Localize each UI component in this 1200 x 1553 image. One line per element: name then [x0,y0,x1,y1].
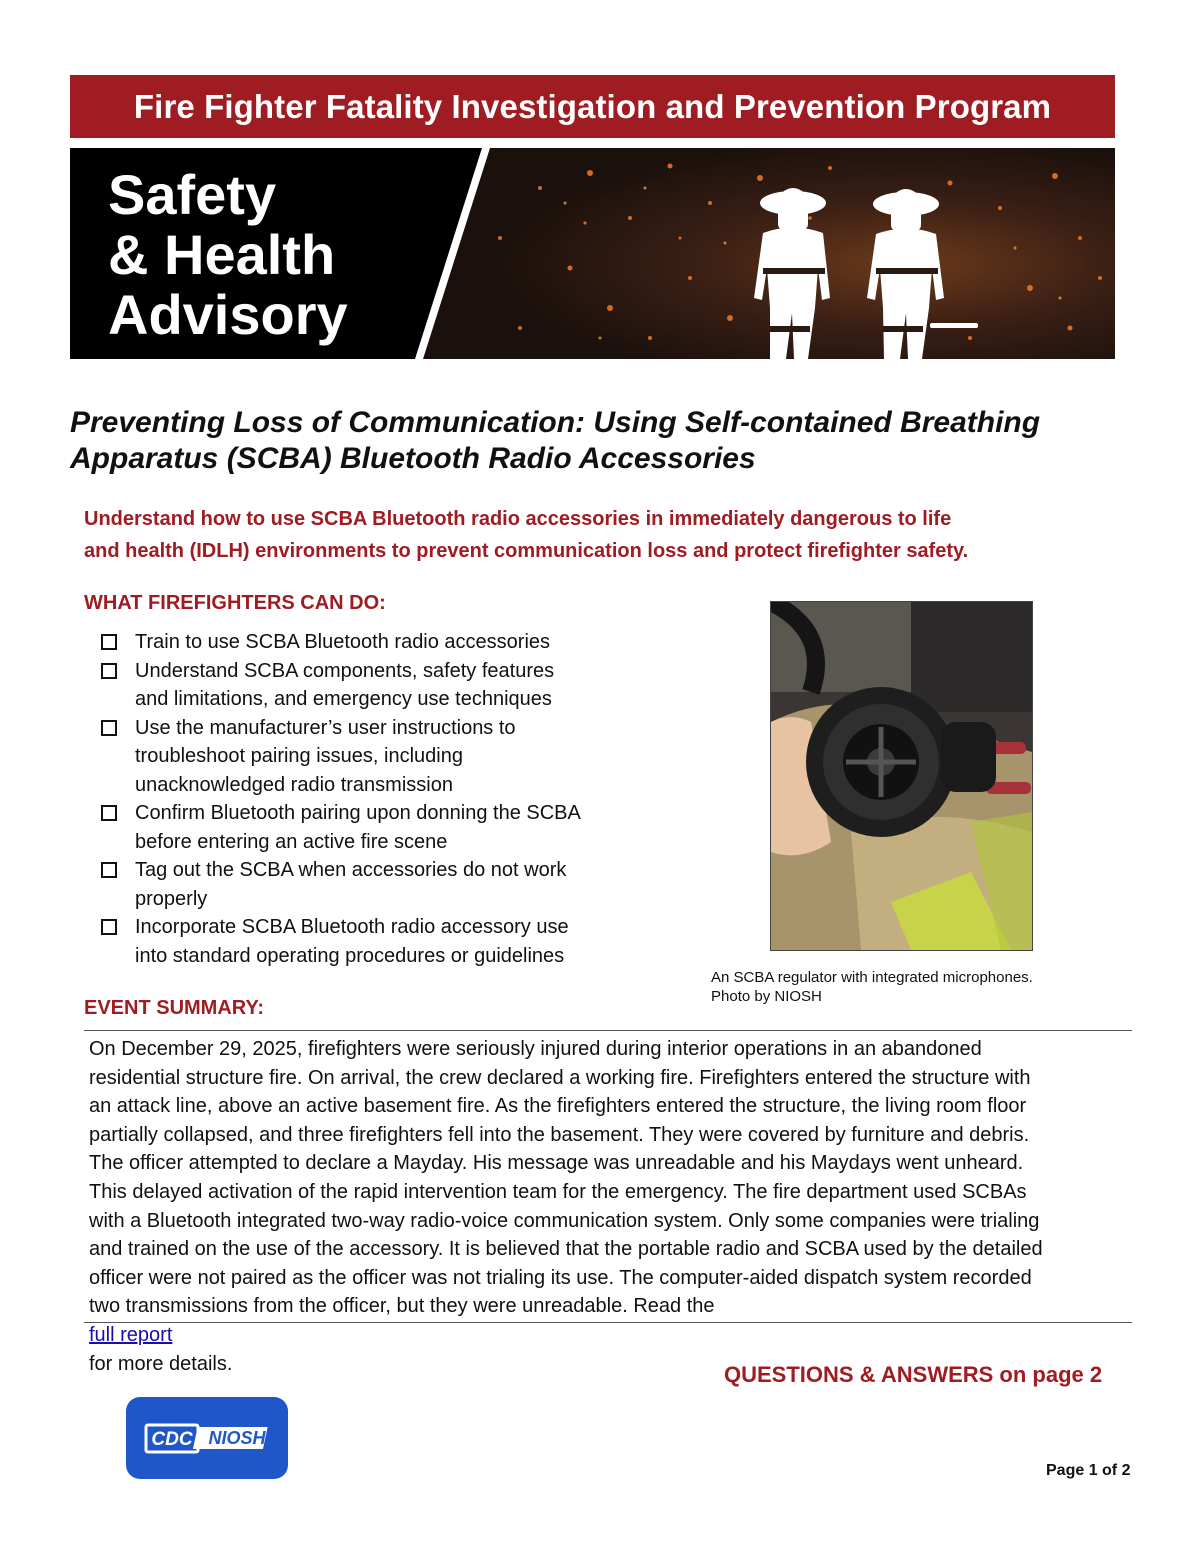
checkbox-icon [101,862,117,878]
hero-line: Safety [108,163,277,226]
checklist-text: troubleshoot pairing issues, including [135,745,463,767]
intro-statement [84,503,1144,567]
checklist-text: Train to use SCBA Bluetooth radio accessories [135,631,551,653]
checklist-text: properly [135,887,208,910]
hero-banner [70,148,1115,359]
document-title [70,405,1130,477]
summary-line: an attack line, above an active basement fire. As the firefighters entered the structure, the living room floor [89,1095,1027,1118]
intro-line: Understand how to use SCBA Bluetooth radio accessories in immediately dangerous to life [84,508,952,530]
summary-text-segment: for more details. [89,1352,233,1375]
checklist-text: Understand SCBA components, safety features [135,659,555,682]
title-line: Apparatus (SCBA) Bluetooth Radio Accessories [70,442,756,475]
checklist-text: Use the manufacturer’s user instructions to [135,716,516,739]
checklist-item [101,714,641,800]
summary-line: The officer attempted to declare a Mayday. His message was unreadable and his Maydays went unheard. [89,1152,1024,1175]
photo-caption [711,968,1033,1006]
checklist-text: Tag out the SCBA when accessories do not work [135,859,567,881]
summary-line: On December 29, 2025, firefighters were seriously injured during interior operations in an abandoned [89,1038,982,1060]
intro-line: and health (IDLH) environments to prevent communication loss and protect firefighter safety. [84,540,969,562]
hero-line: & Health [108,223,336,286]
cdc-logo-text: CDC [151,1429,193,1450]
scba-regulator-photo [770,601,1033,951]
checklist-item [101,799,641,856]
summary-text-segment: two transmissions from the officer, but they were unreadable. Read the [89,1295,715,1318]
checklist-item [101,856,641,913]
summary-line: residential structure fire. On arrival, the crew declared a working fire. Firefighters entered the structure with [89,1066,1031,1089]
hero-title [108,165,348,345]
cdc-niosh-logo [126,1397,288,1479]
checklist-text: unacknowledged radio transmission [135,773,453,796]
event-summary-text [89,1035,1043,1378]
what-firefighters-heading: WHAT FIREFIGHTERS CAN DO: [84,592,386,614]
caption-line: Photo by NIOSH [711,988,822,1005]
program-banner: Fire Fighter Fatality Investigation and Prevention Program [70,75,1115,138]
checkbox-icon [101,720,117,736]
checkbox-icon [101,663,117,679]
checkbox-icon [101,634,117,650]
summary-line: and trained on the use of the accessory. It is believed that the portable radio and SCBA used by the detailed [89,1238,1043,1261]
summary-line: partially collapsed, and three firefighters fell into the basement. They were covered by furniture and debris. [89,1123,1030,1146]
checklist-text: and limitations, and emergency use techniques [135,688,552,710]
hero-line: Advisory [108,283,348,346]
event-summary-heading: EVENT SUMMARY: [84,997,264,1019]
summary-line: with a Bluetooth integrated two-way radio-voice communication system. Only some companies were trialing [89,1209,1040,1232]
checklist-item [101,657,641,714]
summary-line: This delayed activation of the rapid intervention team for the emergency. The fire department used SCBAs [89,1180,1027,1203]
full-report-link[interactable]: full report [89,1323,173,1346]
checklist-text: Confirm Bluetooth pairing upon donning the SCBA [135,802,581,824]
page-number: Page 1 of 2 [1046,1462,1131,1479]
checklist [101,628,641,970]
checklist-item [101,913,641,970]
checklist-item [101,628,641,657]
title-line: Preventing Loss of Communication: Using Self-contained Breathing [70,406,1041,439]
summary-line: officer were not paired as the officer was not trialing its use. The computer-aided dispatch system recorded [89,1266,1032,1289]
checkbox-icon [101,805,117,821]
checklist-text: into standard operating procedures or guidelines [135,944,565,967]
niosh-logo-text: NIOSH [208,1428,266,1448]
checkbox-icon [101,919,117,935]
checklist-text: Incorporate SCBA Bluetooth radio accessory use [135,916,569,938]
checklist-text: before entering an active fire scene [135,830,448,853]
caption-line: An SCBA regulator with integrated microphones. [711,969,1033,986]
questions-answers-reference: QUESTIONS & ANSWERS on page 2 [724,1362,1103,1387]
